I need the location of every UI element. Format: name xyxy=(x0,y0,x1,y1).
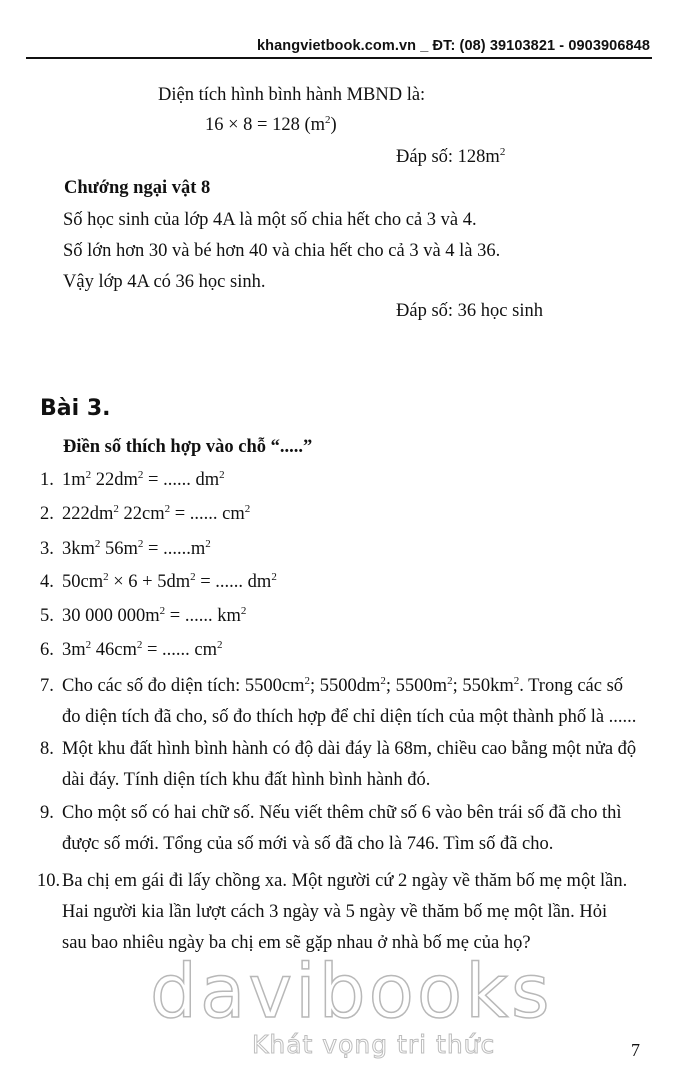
header-rule xyxy=(26,57,652,59)
page-header-contact: khangvietbook.com.vn _ ĐT: (08) 39103821 - 0903906848 xyxy=(257,38,650,54)
answer-area: Đáp số: $128m^2$ xyxy=(396,146,506,167)
list-item: 3. $3km^2$ $56m^2 = ......m^2$ xyxy=(40,538,211,559)
obstacle-line-3: Vậy lớp 4A có 36 học sinh. xyxy=(63,272,266,292)
exercise-instruction: Điền số thích hợp vào chỗ “.....” xyxy=(63,437,313,457)
list-item: 4. $50cm^2 \times 6 + 5dm^2$ = ...... $dm^2$ xyxy=(40,571,277,592)
question-7-line-2: đo diện tích đã cho, số đo thích hợp để chỉ diện tích của một thành phố là ...... xyxy=(62,707,637,727)
page-number: 7 xyxy=(631,1040,640,1060)
question-9: 9. Cho một số có hai chữ số. Nếu viết thêm chữ số 6 vào bên trái số đã cho thì xyxy=(40,803,622,823)
question-8: 8. Một khu đất hình bình hành có độ dài đáy là 68m, chiều cao bằng một nửa độ xyxy=(40,739,637,759)
question-9-line-2: được số mới. Tổng của số mới và số đã cho là 746. Tìm số đã cho. xyxy=(62,834,554,854)
list-item: 5. 30 000 $000m^2$ = ...... $km^2$ xyxy=(40,605,247,626)
watermark-slogan: Khát vọng tri thức xyxy=(252,1030,496,1059)
question-8-line-2: dài đáy. Tính diện tích khu đất hình bình hành đó. xyxy=(62,770,431,790)
watermark-brand: davibooks xyxy=(150,949,553,1035)
list-item: 1. $1m^2$ $22dm^2$ = ...... $dm^2$ xyxy=(40,469,225,490)
answer-students: Đáp số: 36 học sinh xyxy=(396,301,543,321)
question-10-line-2: Hai người kia lần lượt cách 3 ngày và 5 ngày về thăm bố mẹ một lần. Hỏi xyxy=(62,902,608,922)
area-intro: Diện tích hình bình hành MBND là: xyxy=(158,85,426,105)
obstacle-title: Chướng ngại vật 8 xyxy=(64,178,211,198)
question-10-line-3: sau bao nhiêu ngày ba chị em sẽ gặp nhau ở nhà bố mẹ của họ? xyxy=(62,933,531,953)
question-7: 7. Cho các số đo diện tích: $5500cm^2$; $5500dm^2$; $5500m^2$; $550km^2$. Trong các số xyxy=(40,675,624,696)
list-item: 2. $222dm^2$ $22cm^2$ = ...... $cm^2$ xyxy=(40,503,251,524)
obstacle-line-1: Số học sinh của lớp 4A là một số chia hết cho cả 3 và 4. xyxy=(63,210,477,230)
exercise-title: Bài 3. xyxy=(40,396,111,421)
question-10: 10. Ba chị em gái đi lấy chồng xa. Một người cứ 2 ngày về thăm bố mẹ một lần. xyxy=(37,871,628,891)
obstacle-line-2: Số lớn hơn 30 và bé hơn 40 và chia hết cho cả 3 và 4 là 36. xyxy=(63,241,501,261)
list-item: 6. $3m^2$ $46cm^2$ = ...... $cm^2$ xyxy=(40,639,223,660)
area-calculation: 16 × 8 = 128 $(m^2)$ xyxy=(205,114,337,135)
